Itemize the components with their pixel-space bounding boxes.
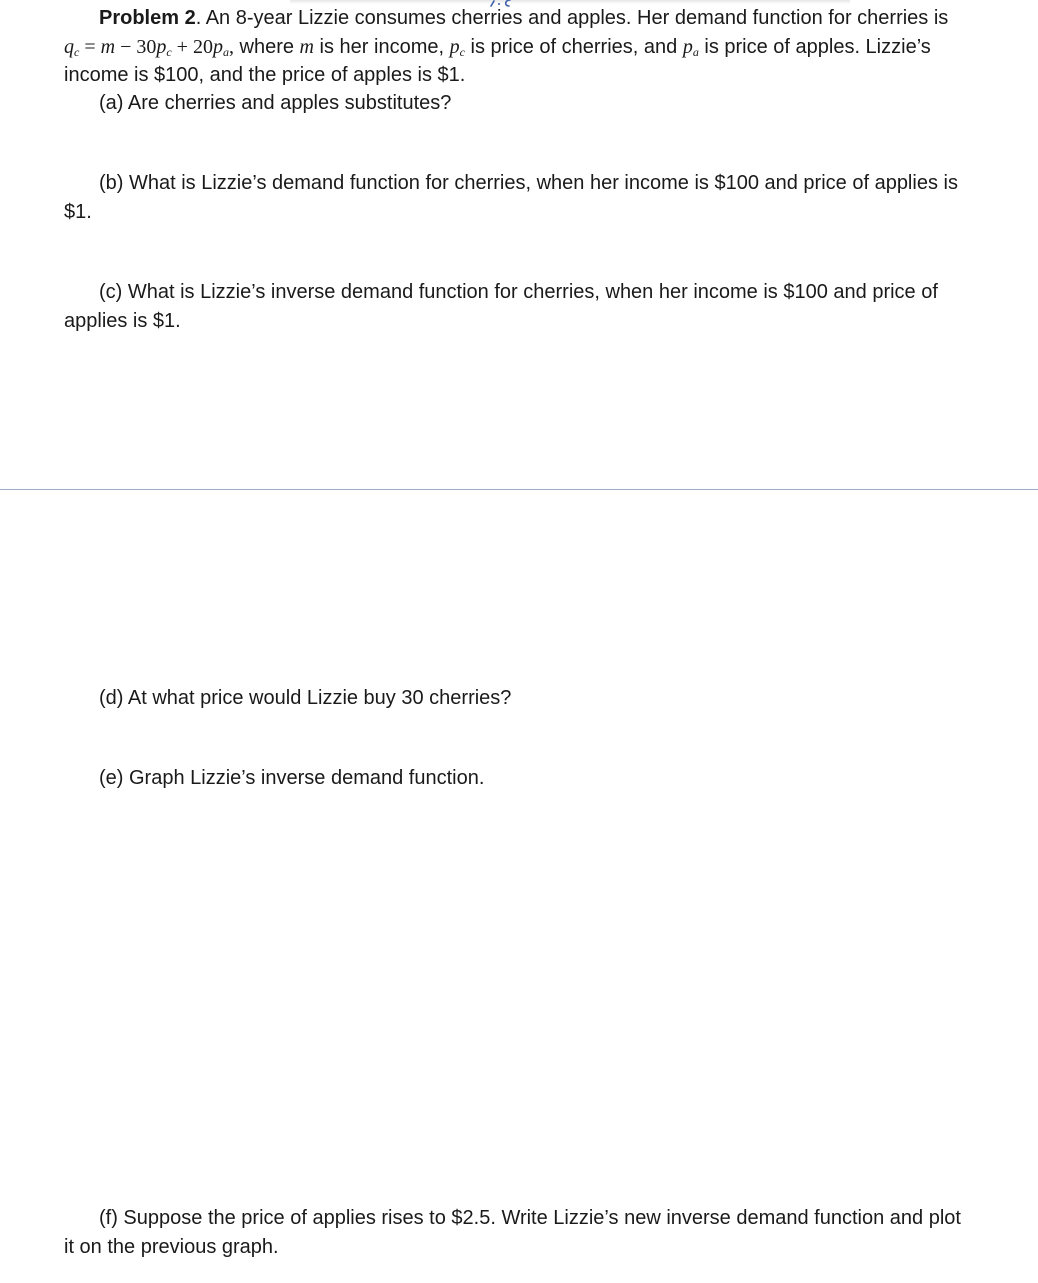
page-divider bbox=[0, 489, 1038, 490]
question-a: (a) Are cherries and apples substitutes? bbox=[99, 92, 452, 114]
income-variable: m bbox=[299, 35, 314, 58]
question-f: (f) Suppose the price of applies rises to $2.5. Write Lizzie’s new inverse demand function and plot it on the previous graph. bbox=[64, 1207, 961, 1258]
apple-price-variable: $p_a$ bbox=[682, 35, 699, 59]
problem-intro-3: is her income, bbox=[314, 35, 450, 58]
question-e: (e) Graph Lizzie’s inverse demand function. bbox=[99, 767, 485, 789]
problem-statement bbox=[64, 4, 964, 90]
cherry-price-variable: $p_c$ bbox=[449, 35, 465, 59]
question-b: (b) What is Lizzie’s demand function for cherries, when her income is $100 and price of applies is $1. bbox=[64, 172, 958, 223]
question-c: (c) What is Lizzie’s inverse demand function for cherries, when her income is $100 and price of applies is $1. bbox=[64, 281, 938, 332]
problem-label: Problem 2 bbox=[99, 7, 196, 29]
problem-intro-2: where bbox=[233, 35, 300, 58]
question-d: (d) At what price would Lizzie buy 30 cherries? bbox=[99, 687, 512, 709]
problem-intro-1: . An 8-year Lizzie consumes cherries and apples. Her demand function for cherries is bbox=[195, 7, 949, 29]
problem-intro-4: is price of cherries, and bbox=[464, 35, 683, 58]
demand-equation: $q_c = m - 30p_c + 20p_a$, bbox=[64, 35, 234, 59]
problem-intro-5: is price of apples. Lizzie’s income is $100, and the price of apples is $1. bbox=[64, 35, 931, 86]
